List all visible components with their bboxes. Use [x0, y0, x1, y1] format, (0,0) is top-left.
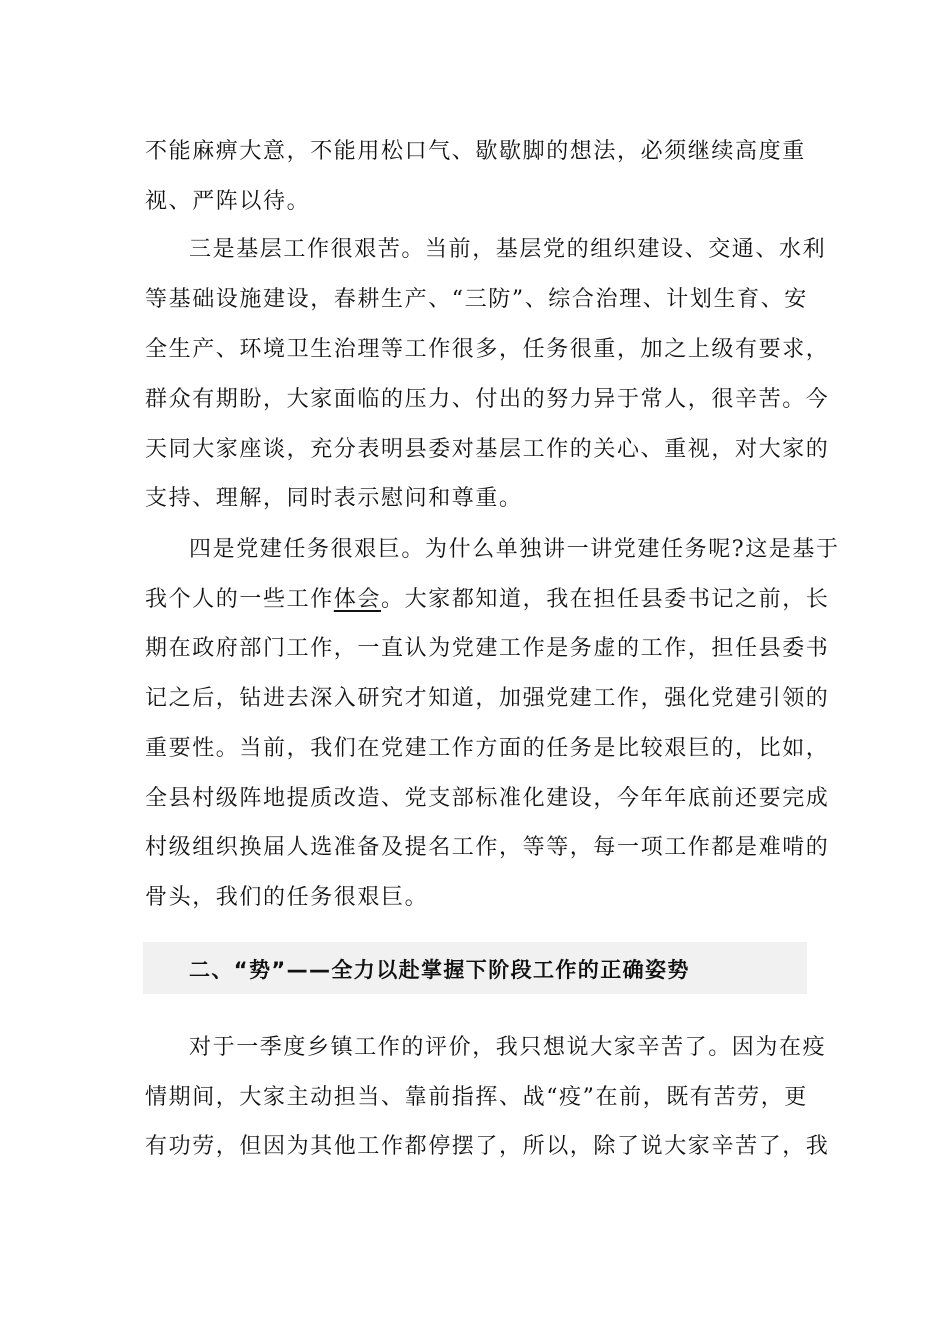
paragraph-line: 骨头，我们的任务很艰巨。	[145, 885, 429, 910]
paragraph-line: 四是党建任务很艰巨。为什么单独讲一讲党建任务呢?这是基于	[189, 537, 840, 562]
paragraph-line: 全县村级阵地提质改造、党支部标准化建设，今年年底前还要完成	[145, 786, 830, 811]
paragraph-line: 群众有期盼，大家面临的压力、付出的努力异于常人，很辛苦。今	[145, 387, 830, 412]
paragraph-line: 三是基层工作很艰苦。当前，基层党的组织建设、交通、水利	[189, 237, 827, 262]
paragraph-line: 等基础设施建设，春耕生产、“三防”、综合治理、计划生育、安	[145, 287, 808, 312]
underlined-keyword-link[interactable]: 体会	[333, 587, 382, 612]
section-heading: 二、“势”——全力以赴掌握下阶段工作的正确姿势	[189, 958, 690, 982]
paragraph-line: 有功劳，但因为其他工作都停摆了，所以，除了说大家辛苦了，我	[145, 1134, 830, 1159]
paragraph-line: 重要性。当前，我们在党建工作方面的任务是比较艰巨的，比如，	[145, 736, 830, 761]
text-span: 我个人的一些工作	[145, 587, 334, 612]
text-span: 。大家都知道，我在担任县委书记之前，长	[381, 587, 830, 612]
paragraph-line: 村级组织换届人选准备及提名工作，等等，每一项工作都是难啃的	[145, 835, 830, 860]
paragraph-line: 情期间，大家主动担当、靠前指挥、战“疫”在前，既有苦劳，更	[145, 1085, 808, 1110]
paragraph-line: 全生产、环境卫生治理等工作很多，任务很重，加之上级有要求，	[145, 337, 830, 362]
paragraph-line	[145, 585, 829, 615]
paragraph-line: 对于一季度乡镇工作的评价，我只想说大家辛苦了。因为在疫	[189, 1035, 827, 1060]
paragraph-line: 天同大家座谈，充分表明县委对基层工作的关心、重视，对大家的	[145, 437, 830, 462]
paragraph-line: 记之后，钻进去深入研究才知道，加强党建工作，强化党建引领的	[145, 686, 830, 711]
paragraph-line: 视、严阵以待。	[145, 189, 311, 214]
paragraph-line: 支持、理解，同时表示慰问和尊重。	[145, 486, 523, 511]
paragraph-line: 期在政府部门工作，一直认为党建工作是务虚的工作，担任县委书	[145, 636, 830, 661]
paragraph-line: 不能麻痹大意，不能用松口气、歇歇脚的想法，必须继续高度重	[145, 139, 806, 164]
